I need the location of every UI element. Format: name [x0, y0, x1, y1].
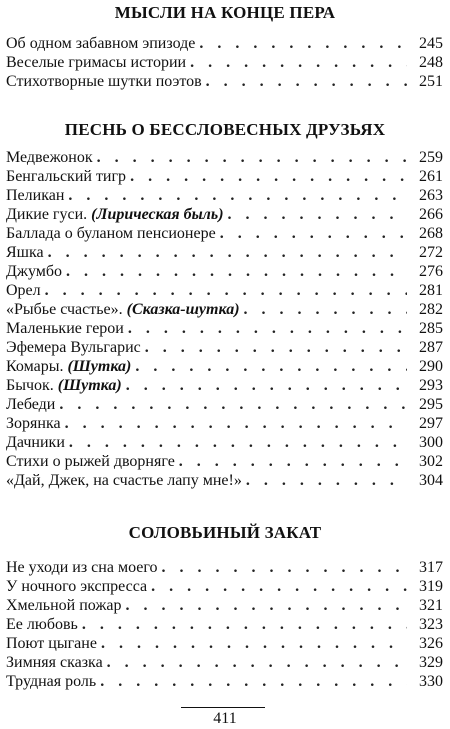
dot-leader: [59, 395, 407, 414]
entry-title: Яшка: [6, 244, 44, 261]
toc-entry: [6, 300, 443, 319]
dot-leader: [97, 148, 407, 167]
entry-title: Маленькие герои: [6, 320, 124, 337]
entry-title: Стихи о рыжей дворняге: [6, 453, 175, 470]
entry-page: 329: [419, 654, 443, 671]
entry-page: 282: [419, 301, 443, 318]
toc-entry: [6, 672, 443, 691]
entry-page: 266: [419, 206, 443, 223]
entry-title: Хмельной пожар: [6, 597, 122, 614]
dot-leader: [135, 357, 407, 376]
toc-entry: [6, 224, 443, 243]
toc-entry: [6, 72, 443, 91]
dot-leader: [82, 615, 407, 634]
toc-entry: [6, 243, 443, 262]
dot-leader: [246, 471, 407, 490]
dot-leader: [145, 338, 407, 357]
toc-entry: [6, 205, 443, 224]
dot-leader: [107, 653, 407, 672]
entry-title: «Рыбье счастье».: [6, 301, 123, 318]
toc-entry: [6, 395, 443, 414]
entry-page: 321: [419, 597, 443, 614]
toc-entry: [6, 596, 443, 615]
toc-entry: [6, 281, 443, 300]
dot-leader: [162, 558, 407, 577]
entry-page: 295: [419, 396, 443, 413]
entry-title: Пеликан: [6, 187, 65, 204]
page-number: 411: [213, 710, 237, 727]
entry-page: 290: [419, 358, 443, 375]
dot-leader: [190, 53, 407, 72]
entry-title: Джумбо: [6, 263, 63, 280]
toc-entry: [6, 471, 443, 490]
entry-title: Бенгальский тигр: [6, 168, 127, 185]
entry-subtitle: (Лирическая быль): [91, 206, 224, 223]
entry-title: Стихотворные шутки поэтов: [6, 73, 202, 90]
entry-page: 300: [419, 434, 443, 451]
entry-title: Зимняя сказка: [6, 654, 103, 671]
dot-leader: [151, 577, 407, 596]
entry-page: 326: [419, 635, 443, 652]
dot-leader: [48, 243, 407, 262]
dot-leader: [100, 672, 407, 691]
entry-title: Дачники: [6, 434, 65, 451]
entry-page: 272: [419, 244, 443, 261]
entry-title: Не уходи из сна моего: [6, 559, 158, 576]
entry-page: 330: [419, 673, 443, 690]
dot-leader: [179, 452, 407, 471]
toc-entry: [6, 338, 443, 357]
toc-entry: [6, 148, 443, 167]
entry-page: 276: [419, 263, 443, 280]
section-heading: СОЛОВЬИНЫЙ ЗАКАТ: [128, 523, 322, 542]
dot-leader: [65, 414, 407, 433]
entry-title: Комары.: [6, 358, 64, 375]
dot-leader: [126, 596, 407, 615]
section-heading: ПЕСНЬ О БЕССЛОВЕСНЫХ ДРУЗЬЯХ: [64, 120, 386, 139]
toc-entry: [6, 319, 443, 338]
entry-page: 319: [419, 578, 443, 595]
entry-page: 302: [419, 453, 443, 470]
dot-leader: [244, 300, 407, 319]
entry-page: 317: [419, 559, 443, 576]
entry-title: Баллада о буланом пенсионере: [6, 225, 216, 242]
entry-page: 304: [419, 472, 443, 489]
toc-entry: [6, 615, 443, 634]
dot-leader: [69, 433, 407, 452]
entry-page: 293: [419, 377, 443, 394]
footer-rule: [181, 707, 265, 708]
entry-page: 323: [419, 616, 443, 633]
entry-title: Зорянка: [6, 415, 61, 432]
entry-title: Бычок.: [6, 377, 54, 394]
toc-entry: [6, 376, 443, 395]
entry-title: Трудная роль: [6, 673, 97, 690]
toc-entry: [6, 53, 443, 72]
dot-leader: [220, 224, 407, 243]
dot-leader: [228, 205, 407, 224]
entry-page: 287: [419, 339, 443, 356]
entry-page: 245: [419, 35, 443, 52]
entry-title: У ночного экспресса: [6, 578, 148, 595]
dot-leader: [199, 34, 407, 53]
dot-leader: [128, 319, 407, 338]
dot-leader: [45, 281, 407, 300]
toc-entry: [6, 634, 443, 653]
toc-entry: [6, 167, 443, 186]
entry-subtitle: (Шутка): [67, 358, 132, 375]
toc-entry: [6, 186, 443, 205]
entry-page: 261: [419, 168, 443, 185]
entry-page: 268: [419, 225, 443, 242]
entry-subtitle: (Сказка-шутка): [126, 301, 240, 318]
entry-page: 251: [419, 73, 443, 90]
entry-title: «Дай, Джек, на счастье лапу мне!»: [6, 472, 242, 489]
toc-entry: [6, 262, 443, 281]
entry-page: 259: [419, 149, 443, 166]
toc-entry: [6, 414, 443, 433]
entry-page: 285: [419, 320, 443, 337]
dot-leader: [66, 262, 407, 281]
entry-subtitle: (Шутка): [57, 377, 122, 394]
toc-entry: [6, 653, 443, 672]
toc-entry: [6, 433, 443, 452]
toc-entry: [6, 577, 443, 596]
entry-title: Дикие гуси.: [6, 206, 88, 223]
entry-title: Эфемера Вульгарис: [6, 339, 141, 356]
entry-page: 297: [419, 415, 443, 432]
toc-entry: [6, 558, 443, 577]
toc-entry: [6, 34, 443, 53]
entry-title: Веселые гримасы истории: [6, 54, 187, 71]
dot-leader: [206, 72, 407, 91]
dot-leader: [101, 634, 407, 653]
entry-title: Орел: [6, 282, 41, 299]
entry-title: Ее любовь: [6, 616, 78, 633]
dot-leader: [130, 167, 407, 186]
dot-leader: [68, 186, 407, 205]
entry-title: Поют цыгане: [6, 635, 97, 652]
entry-page: 263: [419, 187, 443, 204]
entry-title: Лебеди: [6, 396, 56, 413]
entry-page: 281: [419, 282, 443, 299]
dot-leader: [126, 376, 407, 395]
section-heading: МЫСЛИ НА КОНЦЕ ПЕРА: [114, 3, 336, 22]
toc-entry: [6, 357, 443, 376]
toc-entry: [6, 452, 443, 471]
entry-title: Медвежонок: [6, 149, 93, 166]
entry-title: Об одном забавном эпизоде: [6, 35, 196, 52]
entry-page: 248: [419, 54, 443, 71]
